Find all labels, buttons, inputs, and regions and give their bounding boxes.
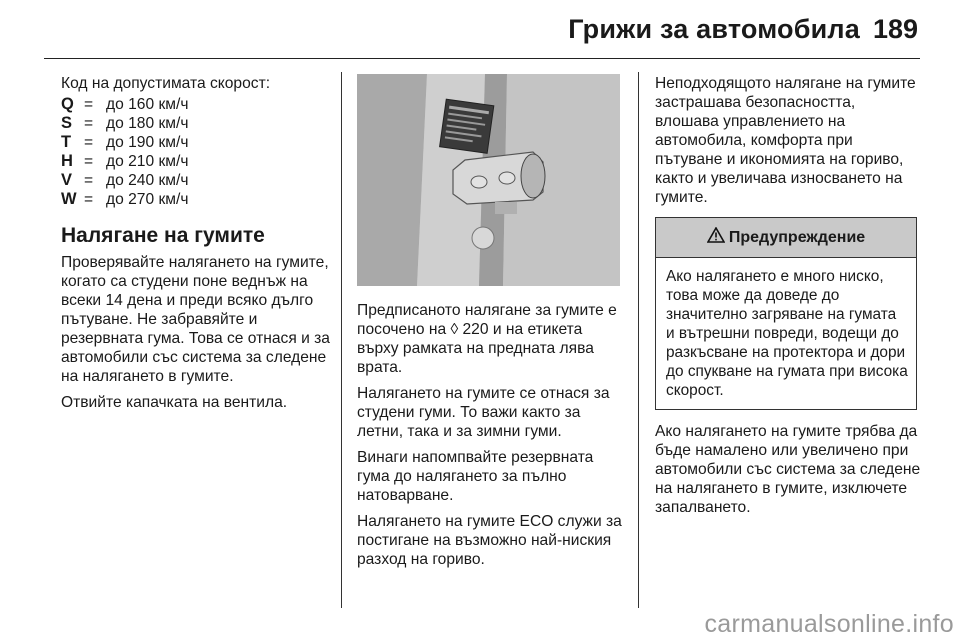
page-title: Грижи за автомобила bbox=[568, 14, 860, 44]
paragraph: Предписаното налягане за гумите е посочено на ◊ 220 и на етикета върху рамката на предната лява врата. bbox=[357, 302, 617, 376]
speed-eq: = bbox=[84, 115, 94, 132]
speed-eq: = bbox=[84, 96, 94, 113]
speed-value: до 240 км/ч bbox=[106, 172, 189, 189]
column-left bbox=[61, 74, 331, 419]
paragraph: Проверявайте налягането на гумите, когато са студени поне веднъж на всеки 14 дена и преди всяко дълго пътуване. Не забравяйте и резервната гума. Това се отнася и за автомобили със система за следене на налягането в гумите. bbox=[61, 254, 330, 385]
speed-value: до 180 км/ч bbox=[106, 115, 189, 132]
door-frame-drawing bbox=[357, 74, 620, 286]
speed-eq: = bbox=[84, 191, 94, 208]
speed-code: V bbox=[61, 171, 73, 189]
warning-text: Ако налягането е много ниско, това може да доведе до значително загряване на гумата и вътрешни повреди, водещи до разкъсване на протектора и дори до спукване на гумата при висока скорост. bbox=[666, 268, 908, 399]
speed-value: до 270 км/ч bbox=[106, 191, 189, 208]
paragraph: Отвийте капачката на вентила. bbox=[61, 394, 288, 411]
speed-code: T bbox=[61, 133, 72, 151]
paragraph: Налягането на гумите се отнася за студени гуми. То важи както за летни, така и за зимни гуми. bbox=[357, 385, 610, 440]
paragraph: Ако налягането на гумите трябва да бъде намалено или увеличено при автомобили със система за следене на налягането в гумите, изключете запалването. bbox=[655, 423, 921, 516]
warning-header bbox=[656, 218, 916, 258]
speed-value: до 190 км/ч bbox=[106, 134, 189, 151]
watermark: carmanualsonline.info bbox=[704, 610, 954, 638]
speed-table bbox=[61, 95, 331, 209]
section-title: Налягане на гумите bbox=[61, 224, 265, 247]
warning-box bbox=[655, 217, 917, 410]
speed-row bbox=[61, 95, 331, 114]
door-sticker-illustration bbox=[357, 74, 620, 286]
warning-triangle-icon bbox=[707, 227, 725, 248]
speed-row bbox=[61, 133, 331, 152]
speed-eq: = bbox=[84, 153, 94, 170]
header-divider bbox=[44, 58, 920, 59]
warning-title: Предупреждение bbox=[728, 229, 866, 246]
speed-row bbox=[61, 171, 331, 190]
speed-eq: = bbox=[84, 134, 94, 151]
paragraph: Неподходящото налягане на гумите застрашава безопасността, влошава управлението на автомобила, комфорта при пътуване и икономията на гориво, както и увеличава износването на гумите. bbox=[655, 75, 916, 206]
speed-row bbox=[61, 152, 331, 171]
column-divider-1 bbox=[341, 72, 342, 608]
speed-code: S bbox=[61, 114, 73, 132]
page-number: 189 bbox=[872, 14, 918, 44]
speed-code: W bbox=[61, 190, 77, 208]
speed-row bbox=[61, 190, 331, 209]
speed-intro: Код на допустимата скорост: bbox=[61, 75, 271, 92]
column-divider-2 bbox=[638, 72, 639, 608]
paragraph: Налягането на гумите ECO служи за постигане на възможно най-ниския разход на гориво. bbox=[357, 513, 622, 568]
speed-row bbox=[61, 114, 331, 133]
column-middle bbox=[357, 74, 627, 576]
column-right bbox=[655, 74, 923, 524]
speed-code: Q bbox=[61, 95, 74, 113]
speed-value: до 160 км/ч bbox=[106, 96, 189, 113]
page-header bbox=[0, 0, 960, 62]
speed-code: H bbox=[61, 152, 73, 170]
speed-value: до 210 км/ч bbox=[106, 153, 189, 170]
paragraph: Винаги напомпвайте резервната гума до налягането за пълно натоварване. bbox=[357, 449, 594, 504]
speed-eq: = bbox=[84, 172, 94, 189]
